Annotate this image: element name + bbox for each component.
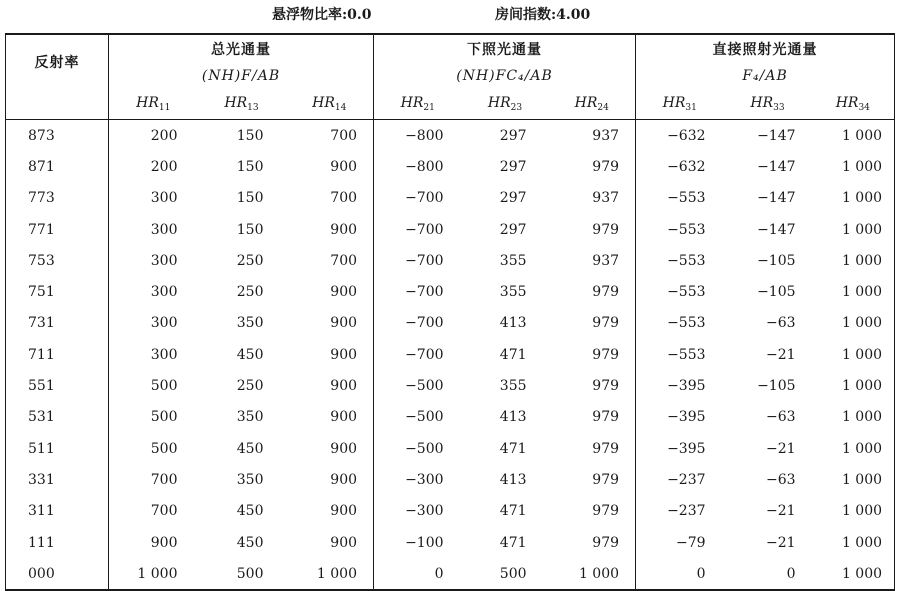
- value-cell: 979: [549, 464, 636, 495]
- value-cell: 0: [434, 565, 444, 582]
- value-cell: −237: [667, 503, 706, 520]
- value-cell: −395: [667, 378, 706, 395]
- value-cell: 979: [549, 433, 636, 464]
- value-cell: 250: [236, 284, 264, 301]
- table-row: [6, 245, 895, 276]
- value-cell: 300: [150, 221, 178, 238]
- value-cell: 250: [236, 252, 264, 269]
- value-cell: 355: [499, 378, 527, 395]
- value-cell: 471: [499, 503, 527, 520]
- value-cell: −237: [667, 471, 706, 488]
- table-row: [6, 402, 895, 433]
- luminous-flux-table: [5, 33, 895, 591]
- value-cell: 150: [236, 127, 264, 144]
- value-cell: −800: [405, 158, 444, 175]
- value-cell: −500: [405, 378, 444, 395]
- value-cell: −147: [757, 127, 796, 144]
- reflectance-cell: 111: [6, 527, 109, 558]
- value-cell: −500: [405, 409, 444, 426]
- col-header: $HR_{33}$: [724, 89, 812, 120]
- value-cell: 413: [499, 409, 527, 426]
- value-cell: −105: [757, 252, 796, 269]
- value-cell: −395: [667, 440, 706, 457]
- value-cell: 413: [499, 315, 527, 332]
- value-cell: 700: [286, 183, 374, 214]
- value-cell: 700: [150, 471, 178, 488]
- value-cell: 900: [286, 402, 374, 433]
- value-cell: −100: [405, 534, 444, 551]
- table-row: [6, 527, 895, 558]
- value-cell: −700: [405, 190, 444, 207]
- value-cell: 1 000: [841, 158, 883, 175]
- value-cell: 979: [549, 214, 636, 245]
- value-cell: −700: [405, 315, 444, 332]
- value-cell: 1 000: [841, 378, 883, 395]
- value-cell: −395: [667, 409, 706, 426]
- reflectance-cell: 711: [6, 339, 109, 370]
- value-cell: −147: [757, 221, 796, 238]
- value-cell: 350: [236, 471, 264, 488]
- value-cell: 297: [499, 127, 527, 144]
- value-cell: 1 000: [841, 221, 883, 238]
- table-row: [6, 151, 895, 182]
- value-cell: 700: [150, 503, 178, 520]
- value-cell: −553: [667, 346, 706, 363]
- value-cell: 413: [499, 471, 527, 488]
- value-cell: 900: [286, 496, 374, 527]
- reflectance-cell: 773: [6, 183, 109, 214]
- value-cell: −553: [667, 190, 706, 207]
- value-cell: −700: [405, 221, 444, 238]
- value-cell: −300: [405, 471, 444, 488]
- table-body: [6, 120, 895, 591]
- value-cell: −300: [405, 503, 444, 520]
- value-cell: −147: [757, 190, 796, 207]
- value-cell: 900: [286, 308, 374, 339]
- group-formula-total: (NH)F/AB: [109, 63, 374, 89]
- col-header: $HR_{31}$: [636, 89, 724, 120]
- table-row: [6, 496, 895, 527]
- value-cell: −800: [405, 127, 444, 144]
- group-formula-direct: F₄/AB: [742, 68, 788, 84]
- value-cell: 500: [150, 409, 178, 426]
- group-title-direct: 直接照射光通量: [712, 42, 818, 58]
- col-header: $HR_{14}$: [286, 89, 374, 120]
- value-cell: 1 000: [549, 558, 636, 590]
- col-header: $HR_{11}$: [109, 89, 198, 120]
- reflectance-cell: 531: [6, 402, 109, 433]
- value-cell: −553: [667, 284, 706, 301]
- table-row: [6, 308, 895, 339]
- reflectance-cell: 731: [6, 308, 109, 339]
- value-cell: 1 000: [841, 284, 883, 301]
- value-cell: −21: [765, 440, 796, 457]
- value-cell: −79: [675, 534, 706, 551]
- value-cell: 1 000: [841, 471, 883, 488]
- value-cell: 450: [236, 503, 264, 520]
- value-cell: 900: [286, 370, 374, 401]
- value-cell: 297: [499, 221, 527, 238]
- reflectance-header: 反射率: [6, 34, 109, 89]
- value-cell: 300: [150, 346, 178, 363]
- value-cell: −553: [667, 252, 706, 269]
- value-cell: 1 000: [841, 534, 883, 551]
- table-row: [6, 464, 895, 495]
- table-row: [6, 120, 895, 152]
- reflectance-cell: 511: [6, 433, 109, 464]
- value-cell: −700: [405, 252, 444, 269]
- value-cell: 200: [150, 158, 178, 175]
- value-cell: 900: [286, 339, 374, 370]
- value-cell: 297: [499, 190, 527, 207]
- room-index-label: 房间指数:4.00: [495, 7, 591, 23]
- reflectance-cell: 551: [6, 370, 109, 401]
- value-cell: 1 000: [841, 503, 883, 520]
- col-header: $HR_{23}$: [462, 89, 549, 120]
- value-cell: 300: [150, 284, 178, 301]
- value-cell: 450: [236, 346, 264, 363]
- col-header: $HR_{13}$: [198, 89, 286, 120]
- value-cell: −63: [765, 409, 796, 426]
- value-cell: 979: [549, 151, 636, 182]
- value-cell: 700: [286, 245, 374, 276]
- value-cell: −700: [405, 346, 444, 363]
- value-cell: 450: [236, 440, 264, 457]
- suspension-ratio-label: 悬浮物比率:0.0: [272, 7, 372, 23]
- value-cell: 979: [549, 308, 636, 339]
- col-header: $HR_{24}$: [549, 89, 636, 120]
- value-cell: 937: [549, 245, 636, 276]
- reflectance-cell: 753: [6, 245, 109, 276]
- value-cell: 500: [236, 565, 264, 582]
- group-formula-downward: (NH)FC₄/AB: [374, 63, 636, 89]
- value-cell: 1 000: [286, 558, 374, 590]
- value-cell: 471: [499, 346, 527, 363]
- value-cell: 700: [286, 120, 374, 152]
- table-row: [6, 370, 895, 401]
- value-cell: −21: [765, 346, 796, 363]
- value-cell: 250: [236, 378, 264, 395]
- value-cell: −553: [667, 221, 706, 238]
- value-cell: 300: [150, 252, 178, 269]
- value-cell: 1 000: [841, 440, 883, 457]
- value-cell: −63: [765, 471, 796, 488]
- value-cell: 500: [150, 378, 178, 395]
- value-cell: 200: [150, 127, 178, 144]
- value-cell: 350: [236, 315, 264, 332]
- value-cell: 979: [549, 402, 636, 433]
- value-cell: 979: [549, 370, 636, 401]
- value-cell: 1 000: [841, 346, 883, 363]
- value-cell: 300: [150, 315, 178, 332]
- value-cell: 979: [549, 527, 636, 558]
- value-cell: 0: [696, 565, 706, 582]
- reflectance-cell: 000: [6, 558, 109, 590]
- value-cell: 471: [499, 534, 527, 551]
- value-cell: −147: [757, 158, 796, 175]
- table-row: [6, 276, 895, 307]
- value-cell: −632: [667, 127, 706, 144]
- value-cell: 150: [236, 221, 264, 238]
- value-cell: 1 000: [841, 252, 883, 269]
- table-row: [6, 433, 895, 464]
- value-cell: 1 000: [841, 127, 883, 144]
- table-row: [6, 183, 895, 214]
- value-cell: 979: [549, 276, 636, 307]
- value-cell: 297: [499, 158, 527, 175]
- value-cell: 1 000: [841, 565, 883, 582]
- reflectance-cell: 331: [6, 464, 109, 495]
- value-cell: −105: [757, 378, 796, 395]
- col-header: $HR_{21}$: [374, 89, 462, 120]
- table-caption: [0, 4, 900, 26]
- value-cell: 500: [499, 565, 527, 582]
- value-cell: 900: [286, 276, 374, 307]
- value-cell: 150: [236, 190, 264, 207]
- value-cell: 500: [150, 440, 178, 457]
- col-header: $HR_{34}$: [812, 89, 895, 120]
- value-cell: 979: [549, 496, 636, 527]
- value-cell: 1 000: [841, 190, 883, 207]
- value-cell: 900: [286, 151, 374, 182]
- value-cell: 900: [286, 464, 374, 495]
- value-cell: 1 000: [137, 565, 178, 582]
- group-title-total: 总光通量: [109, 34, 374, 63]
- value-cell: 900: [286, 214, 374, 245]
- value-cell: 355: [499, 284, 527, 301]
- table-row: [6, 214, 895, 245]
- reflectance-cell: 873: [6, 120, 109, 152]
- value-cell: 979: [549, 339, 636, 370]
- value-cell: 450: [236, 534, 264, 551]
- value-cell: 900: [286, 433, 374, 464]
- value-cell: 150: [236, 158, 264, 175]
- value-cell: −21: [765, 534, 796, 551]
- value-cell: 300: [150, 190, 178, 207]
- reflectance-cell: 311: [6, 496, 109, 527]
- value-cell: 937: [549, 183, 636, 214]
- value-cell: −500: [405, 440, 444, 457]
- reflectance-cell: 751: [6, 276, 109, 307]
- value-cell: 350: [236, 409, 264, 426]
- value-cell: −700: [405, 284, 444, 301]
- reflectance-cell: 871: [6, 151, 109, 182]
- value-cell: −21: [765, 503, 796, 520]
- value-cell: −553: [667, 315, 706, 332]
- value-cell: 1 000: [841, 315, 883, 332]
- value-cell: 0: [786, 565, 796, 582]
- value-cell: 900: [150, 534, 178, 551]
- table-row: [6, 558, 895, 590]
- table-row: [6, 339, 895, 370]
- reflectance-cell: 771: [6, 214, 109, 245]
- value-cell: 900: [286, 527, 374, 558]
- value-cell: 1 000: [841, 409, 883, 426]
- reflectance-header-spacer: [6, 89, 109, 120]
- group-title-downward: 下照光通量: [374, 34, 636, 63]
- value-cell: 937: [549, 120, 636, 152]
- value-cell: 471: [499, 440, 527, 457]
- value-cell: −105: [757, 284, 796, 301]
- value-cell: −63: [765, 315, 796, 332]
- value-cell: 355: [499, 252, 527, 269]
- value-cell: −632: [667, 158, 706, 175]
